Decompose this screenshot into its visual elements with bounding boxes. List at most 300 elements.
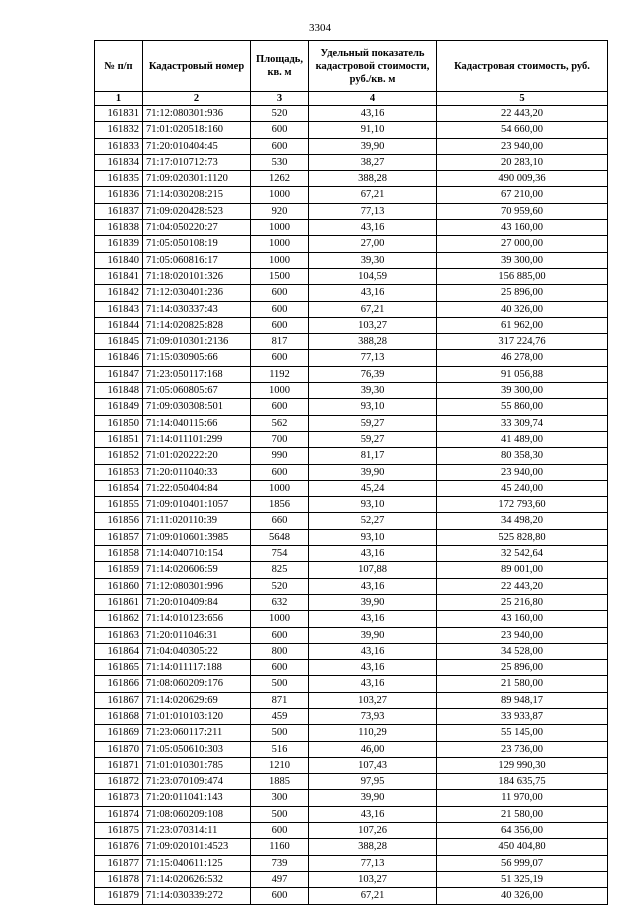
- area-value: 5648: [251, 529, 309, 545]
- row-index: 161879: [95, 888, 143, 904]
- table-row: [95, 334, 608, 350]
- cadastral-cost: 89 001,00: [437, 562, 608, 578]
- row-index: 161835: [95, 171, 143, 187]
- area-value: 1000: [251, 187, 309, 203]
- row-index: 161858: [95, 546, 143, 562]
- cadastral-number: 71:23:070109:474: [143, 774, 251, 790]
- cadastral-cost: 156 885,00: [437, 268, 608, 284]
- area-value: 1000: [251, 611, 309, 627]
- cadastral-number: 71:09:010401:1057: [143, 497, 251, 513]
- area-value: 871: [251, 692, 309, 708]
- cadastral-cost: 54 660,00: [437, 122, 608, 138]
- area-value: 500: [251, 725, 309, 741]
- cadastral-cost: 46 278,00: [437, 350, 608, 366]
- area-value: 700: [251, 431, 309, 447]
- unit-value: 38,27: [309, 154, 437, 170]
- unit-value: 39,90: [309, 627, 437, 643]
- table-row: [95, 513, 608, 529]
- unit-value: 388,28: [309, 334, 437, 350]
- cadastral-cost: 23 940,00: [437, 138, 608, 154]
- cadastral-number: 71:20:011046:31: [143, 627, 251, 643]
- table-row: [95, 839, 608, 855]
- row-index: 161864: [95, 643, 143, 659]
- cadastral-number: 71:14:040710:154: [143, 546, 251, 562]
- table-row: [95, 203, 608, 219]
- area-value: 530: [251, 154, 309, 170]
- area-value: 1500: [251, 268, 309, 284]
- table-row: [95, 611, 608, 627]
- cadastral-cost: 89 948,17: [437, 692, 608, 708]
- table-row: [95, 529, 608, 545]
- cadastral-cost: 33 309,74: [437, 415, 608, 431]
- cadastral-cost: 43 160,00: [437, 220, 608, 236]
- table-row: [95, 220, 608, 236]
- row-index: 161876: [95, 839, 143, 855]
- table-row: [95, 546, 608, 562]
- column-number: 1: [95, 92, 143, 106]
- area-value: 1210: [251, 757, 309, 773]
- area-value: 1000: [251, 252, 309, 268]
- cadastral-number: 71:12:080301:996: [143, 578, 251, 594]
- unit-value: 103,27: [309, 692, 437, 708]
- unit-value: 59,27: [309, 415, 437, 431]
- unit-value: 91,10: [309, 122, 437, 138]
- area-value: 990: [251, 448, 309, 464]
- area-value: 600: [251, 350, 309, 366]
- area-value: 825: [251, 562, 309, 578]
- unit-value: 39,30: [309, 252, 437, 268]
- cadastral-cost: 34 498,20: [437, 513, 608, 529]
- table-row: [95, 660, 608, 676]
- unit-value: 43,16: [309, 643, 437, 659]
- cadastral-number: 71:04:040305:22: [143, 643, 251, 659]
- table-row: [95, 236, 608, 252]
- table-row: [95, 676, 608, 692]
- cadastral-number: 71:05:050610:303: [143, 741, 251, 757]
- area-value: 600: [251, 660, 309, 676]
- cadastral-number: 71:17:010712:73: [143, 154, 251, 170]
- table-row: [95, 855, 608, 871]
- row-index: 161877: [95, 855, 143, 871]
- cadastral-cost: 34 528,00: [437, 643, 608, 659]
- row-index: 161863: [95, 627, 143, 643]
- cadastral-cost: 41 489,00: [437, 431, 608, 447]
- row-index: 161841: [95, 268, 143, 284]
- area-value: 600: [251, 399, 309, 415]
- unit-value: 103,27: [309, 317, 437, 333]
- unit-value: 46,00: [309, 741, 437, 757]
- cadastral-number: 71:14:020626:532: [143, 871, 251, 887]
- cadastral-cost: 64 356,00: [437, 823, 608, 839]
- cadastral-number: 71:05:050108:19: [143, 236, 251, 252]
- area-value: 500: [251, 806, 309, 822]
- unit-value: 107,43: [309, 757, 437, 773]
- area-value: 600: [251, 138, 309, 154]
- area-value: 817: [251, 334, 309, 350]
- unit-value: 43,16: [309, 546, 437, 562]
- cadastral-number: 71:14:030339:272: [143, 888, 251, 904]
- column-number: 4: [309, 92, 437, 106]
- cadastral-cost: 32 542,64: [437, 546, 608, 562]
- table-row: [95, 578, 608, 594]
- row-index: 161875: [95, 823, 143, 839]
- unit-value: 39,30: [309, 383, 437, 399]
- area-value: 600: [251, 627, 309, 643]
- column-number: 3: [251, 92, 309, 106]
- cadastral-number: 71:09:020301:1120: [143, 171, 251, 187]
- area-value: 1000: [251, 220, 309, 236]
- table-row: [95, 448, 608, 464]
- unit-value: 77,13: [309, 350, 437, 366]
- cadastral-cost: 61 962,00: [437, 317, 608, 333]
- cadastral-number: 71:09:010301:2136: [143, 334, 251, 350]
- area-value: 516: [251, 741, 309, 757]
- unit-value: 73,93: [309, 708, 437, 724]
- cadastral-cost: 490 009,36: [437, 171, 608, 187]
- cadastral-number: 71:20:010404:45: [143, 138, 251, 154]
- unit-value: 39,90: [309, 464, 437, 480]
- unit-value: 27,00: [309, 236, 437, 252]
- cadastral-cost: 20 283,10: [437, 154, 608, 170]
- cadastral-number: 71:01:020222:20: [143, 448, 251, 464]
- cadastral-cost: 56 999,07: [437, 855, 608, 871]
- row-index: 161845: [95, 334, 143, 350]
- row-index: 161850: [95, 415, 143, 431]
- cadastral-cost: 23 736,00: [437, 741, 608, 757]
- unit-value: 388,28: [309, 839, 437, 855]
- row-index: 161878: [95, 871, 143, 887]
- unit-value: 39,90: [309, 138, 437, 154]
- area-value: 600: [251, 122, 309, 138]
- row-index: 161844: [95, 317, 143, 333]
- cadastral-cost: 80 358,30: [437, 448, 608, 464]
- cadastral-number: 71:05:060816:17: [143, 252, 251, 268]
- table-row: [95, 627, 608, 643]
- area-value: 739: [251, 855, 309, 871]
- area-value: 600: [251, 464, 309, 480]
- area-value: 600: [251, 823, 309, 839]
- unit-value: 103,27: [309, 871, 437, 887]
- page-number: 3304: [309, 22, 331, 34]
- area-value: 1000: [251, 383, 309, 399]
- cadastral-number: 71:14:020606:59: [143, 562, 251, 578]
- row-index: 161873: [95, 790, 143, 806]
- unit-value: 104,59: [309, 268, 437, 284]
- cadastral-number: 71:08:060209:176: [143, 676, 251, 692]
- unit-value: 93,10: [309, 529, 437, 545]
- cadastral-number: 71:04:050220:27: [143, 220, 251, 236]
- table-row: [95, 823, 608, 839]
- area-value: 660: [251, 513, 309, 529]
- row-index: 161872: [95, 774, 143, 790]
- cadastral-cost: 70 959,60: [437, 203, 608, 219]
- cadastral-cost: 45 240,00: [437, 480, 608, 496]
- area-value: 500: [251, 676, 309, 692]
- row-index: 161861: [95, 594, 143, 610]
- cadastral-cost: 23 940,00: [437, 464, 608, 480]
- cadastral-cost: 22 443,20: [437, 578, 608, 594]
- row-index: 161856: [95, 513, 143, 529]
- row-index: 161849: [95, 399, 143, 415]
- area-value: 1160: [251, 839, 309, 855]
- table-row: [95, 122, 608, 138]
- row-index: 161839: [95, 236, 143, 252]
- cadastral-number: 71:12:080301:936: [143, 106, 251, 122]
- table-row: [95, 171, 608, 187]
- table-row: [95, 106, 608, 122]
- cadastral-cost: 67 210,00: [437, 187, 608, 203]
- cadastral-cost: 55 145,00: [437, 725, 608, 741]
- cadastral-number: 71:22:050404:84: [143, 480, 251, 496]
- table-row: [95, 757, 608, 773]
- row-index: 161865: [95, 660, 143, 676]
- row-index: 161857: [95, 529, 143, 545]
- area-value: 1856: [251, 497, 309, 513]
- cadastral-number: 71:09:020101:4523: [143, 839, 251, 855]
- area-value: 600: [251, 285, 309, 301]
- column-number: 5: [437, 92, 608, 106]
- unit-value: 43,16: [309, 285, 437, 301]
- cadastral-number: 71:05:060805:67: [143, 383, 251, 399]
- cadastral-number: 71:01:010301:785: [143, 757, 251, 773]
- header-row: [95, 41, 608, 92]
- cadastral-number: 71:23:060117:211: [143, 725, 251, 741]
- cadastral-number: 71:08:060209:108: [143, 806, 251, 822]
- row-index: 161871: [95, 757, 143, 773]
- area-value: 497: [251, 871, 309, 887]
- area-value: 754: [251, 546, 309, 562]
- row-index: 161834: [95, 154, 143, 170]
- unit-value: 59,27: [309, 431, 437, 447]
- row-index: 161869: [95, 725, 143, 741]
- table-row: [95, 725, 608, 741]
- unit-value: 388,28: [309, 171, 437, 187]
- cadastral-cost: 39 300,00: [437, 383, 608, 399]
- table-row: [95, 741, 608, 757]
- table-row: [95, 285, 608, 301]
- area-value: 520: [251, 578, 309, 594]
- row-index: 161847: [95, 366, 143, 382]
- cadastral-number: 71:20:010409:84: [143, 594, 251, 610]
- table-row: [95, 154, 608, 170]
- cadastral-cost: 450 404,80: [437, 839, 608, 855]
- row-index: 161838: [95, 220, 143, 236]
- unit-value: 76,39: [309, 366, 437, 382]
- table-row: [95, 268, 608, 284]
- table-row: [95, 187, 608, 203]
- cadastral-number: 71:14:040115:66: [143, 415, 251, 431]
- cadastral-cost: 40 326,00: [437, 301, 608, 317]
- row-index: 161852: [95, 448, 143, 464]
- row-index: 161867: [95, 692, 143, 708]
- table-row: [95, 350, 608, 366]
- cadastral-number: 71:14:030337:43: [143, 301, 251, 317]
- cadastral-number: 71:01:010103:120: [143, 708, 251, 724]
- cadastral-number: 71:11:020110:39: [143, 513, 251, 529]
- cadastral-cost: 55 860,00: [437, 399, 608, 415]
- unit-value: 39,90: [309, 594, 437, 610]
- table-row: [95, 317, 608, 333]
- cadastral-number: 71:14:011101:299: [143, 431, 251, 447]
- header-cadastral-number: Кадастровый номер: [143, 41, 251, 92]
- unit-value: 67,21: [309, 187, 437, 203]
- table-row: [95, 708, 608, 724]
- table-row: [95, 643, 608, 659]
- table-row: [95, 806, 608, 822]
- cadastral-cost: 172 793,60: [437, 497, 608, 513]
- cadastral-cost: 21 580,00: [437, 676, 608, 692]
- table-row: [95, 692, 608, 708]
- table-row: [95, 383, 608, 399]
- cadastral-number: 71:14:011117:188: [143, 660, 251, 676]
- area-value: 562: [251, 415, 309, 431]
- unit-value: 43,16: [309, 806, 437, 822]
- cadastral-number: 71:18:020101:326: [143, 268, 251, 284]
- row-index: 161848: [95, 383, 143, 399]
- table-row: [95, 480, 608, 496]
- area-value: 600: [251, 888, 309, 904]
- cadastral-number: 71:14:020825:828: [143, 317, 251, 333]
- unit-value: 52,27: [309, 513, 437, 529]
- header-unit-value: Удельный показатель кадастровой стоимости, руб./кв. м: [309, 41, 437, 92]
- cadastral-cost: 25 896,00: [437, 285, 608, 301]
- cadastral-number: 71:12:030401:236: [143, 285, 251, 301]
- cadastral-cost: 317 224,76: [437, 334, 608, 350]
- table-row: [95, 252, 608, 268]
- cadastral-number: 71:23:050117:168: [143, 366, 251, 382]
- unit-value: 77,13: [309, 203, 437, 219]
- row-index: 161842: [95, 285, 143, 301]
- unit-value: 81,17: [309, 448, 437, 464]
- cadastral-number: 71:23:070314:11: [143, 823, 251, 839]
- table-body: [95, 106, 608, 905]
- table-row: [95, 888, 608, 904]
- cadastral-cost: 525 828,80: [437, 529, 608, 545]
- table-row: [95, 301, 608, 317]
- unit-value: 39,90: [309, 790, 437, 806]
- table-row: [95, 790, 608, 806]
- cadastral-cost: 43 160,00: [437, 611, 608, 627]
- row-index: 161870: [95, 741, 143, 757]
- cadastral-cost: 129 990,30: [437, 757, 608, 773]
- table-row: [95, 497, 608, 513]
- cadastral-cost: 21 580,00: [437, 806, 608, 822]
- row-index: 161843: [95, 301, 143, 317]
- header-cadastral-cost: Кадастровая стоимость, руб.: [437, 41, 608, 92]
- unit-value: 77,13: [309, 855, 437, 871]
- area-value: 520: [251, 106, 309, 122]
- cadastral-number: 71:20:011040:33: [143, 464, 251, 480]
- unit-value: 93,10: [309, 399, 437, 415]
- cadastral-cost: 51 325,19: [437, 871, 608, 887]
- area-value: 600: [251, 317, 309, 333]
- header-area: Площадь, кв. м: [251, 41, 309, 92]
- table-row: [95, 871, 608, 887]
- cadastral-cost: 184 635,75: [437, 774, 608, 790]
- cadastral-cost: 27 000,00: [437, 236, 608, 252]
- unit-value: 110,29: [309, 725, 437, 741]
- unit-value: 43,16: [309, 676, 437, 692]
- cadastral-number: 71:15:030905:66: [143, 350, 251, 366]
- row-index: 161860: [95, 578, 143, 594]
- cadastral-number: 71:20:011041:143: [143, 790, 251, 806]
- unit-value: 43,16: [309, 106, 437, 122]
- cadastral-number: 71:14:020629:69: [143, 692, 251, 708]
- cadastral-number: 71:14:030208:215: [143, 187, 251, 203]
- row-index: 161862: [95, 611, 143, 627]
- cadastral-number: 71:01:020518:160: [143, 122, 251, 138]
- cadastral-cost: 25 896,00: [437, 660, 608, 676]
- row-index: 161874: [95, 806, 143, 822]
- row-index: 161837: [95, 203, 143, 219]
- row-index: 161855: [95, 497, 143, 513]
- cadastral-number: 71:09:010601:3985: [143, 529, 251, 545]
- row-index: 161846: [95, 350, 143, 366]
- cadastral-number: 71:14:010123:656: [143, 611, 251, 627]
- cadastral-cost: 25 216,80: [437, 594, 608, 610]
- area-value: 1262: [251, 171, 309, 187]
- area-value: 1000: [251, 236, 309, 252]
- row-index: 161840: [95, 252, 143, 268]
- unit-value: 97,95: [309, 774, 437, 790]
- unit-value: 43,16: [309, 220, 437, 236]
- unit-value: 107,26: [309, 823, 437, 839]
- header-index: № п/п: [95, 41, 143, 92]
- row-index: 161833: [95, 138, 143, 154]
- unit-value: 45,24: [309, 480, 437, 496]
- unit-value: 67,21: [309, 301, 437, 317]
- area-value: 1885: [251, 774, 309, 790]
- area-value: 1000: [251, 480, 309, 496]
- unit-value: 43,16: [309, 660, 437, 676]
- cadastral-cost: 39 300,00: [437, 252, 608, 268]
- unit-value: 107,88: [309, 562, 437, 578]
- row-index: 161866: [95, 676, 143, 692]
- area-value: 600: [251, 301, 309, 317]
- cadastral-cost: 23 940,00: [437, 627, 608, 643]
- row-index: 161854: [95, 480, 143, 496]
- area-value: 1192: [251, 366, 309, 382]
- table-row: [95, 774, 608, 790]
- unit-value: 93,10: [309, 497, 437, 513]
- cadastral-cost: 22 443,20: [437, 106, 608, 122]
- row-index: 161851: [95, 431, 143, 447]
- cadastral-number: 71:09:020428:523: [143, 203, 251, 219]
- row-index: 161868: [95, 708, 143, 724]
- cadastral-cost: 33 933,87: [437, 708, 608, 724]
- table-row: [95, 399, 608, 415]
- area-value: 300: [251, 790, 309, 806]
- column-number: 2: [143, 92, 251, 106]
- unit-value: 67,21: [309, 888, 437, 904]
- cadastral-value-table: [94, 40, 608, 905]
- area-value: 632: [251, 594, 309, 610]
- column-number-row: [95, 92, 608, 106]
- area-value: 459: [251, 708, 309, 724]
- cadastral-cost: 40 326,00: [437, 888, 608, 904]
- table-row: [95, 366, 608, 382]
- unit-value: 43,16: [309, 578, 437, 594]
- unit-value: 43,16: [309, 611, 437, 627]
- row-index: 161853: [95, 464, 143, 480]
- cadastral-cost: 91 056,88: [437, 366, 608, 382]
- table-row: [95, 431, 608, 447]
- table-row: [95, 562, 608, 578]
- table-row: [95, 415, 608, 431]
- area-value: 920: [251, 203, 309, 219]
- row-index: 161832: [95, 122, 143, 138]
- cadastral-number: 71:09:030308:501: [143, 399, 251, 415]
